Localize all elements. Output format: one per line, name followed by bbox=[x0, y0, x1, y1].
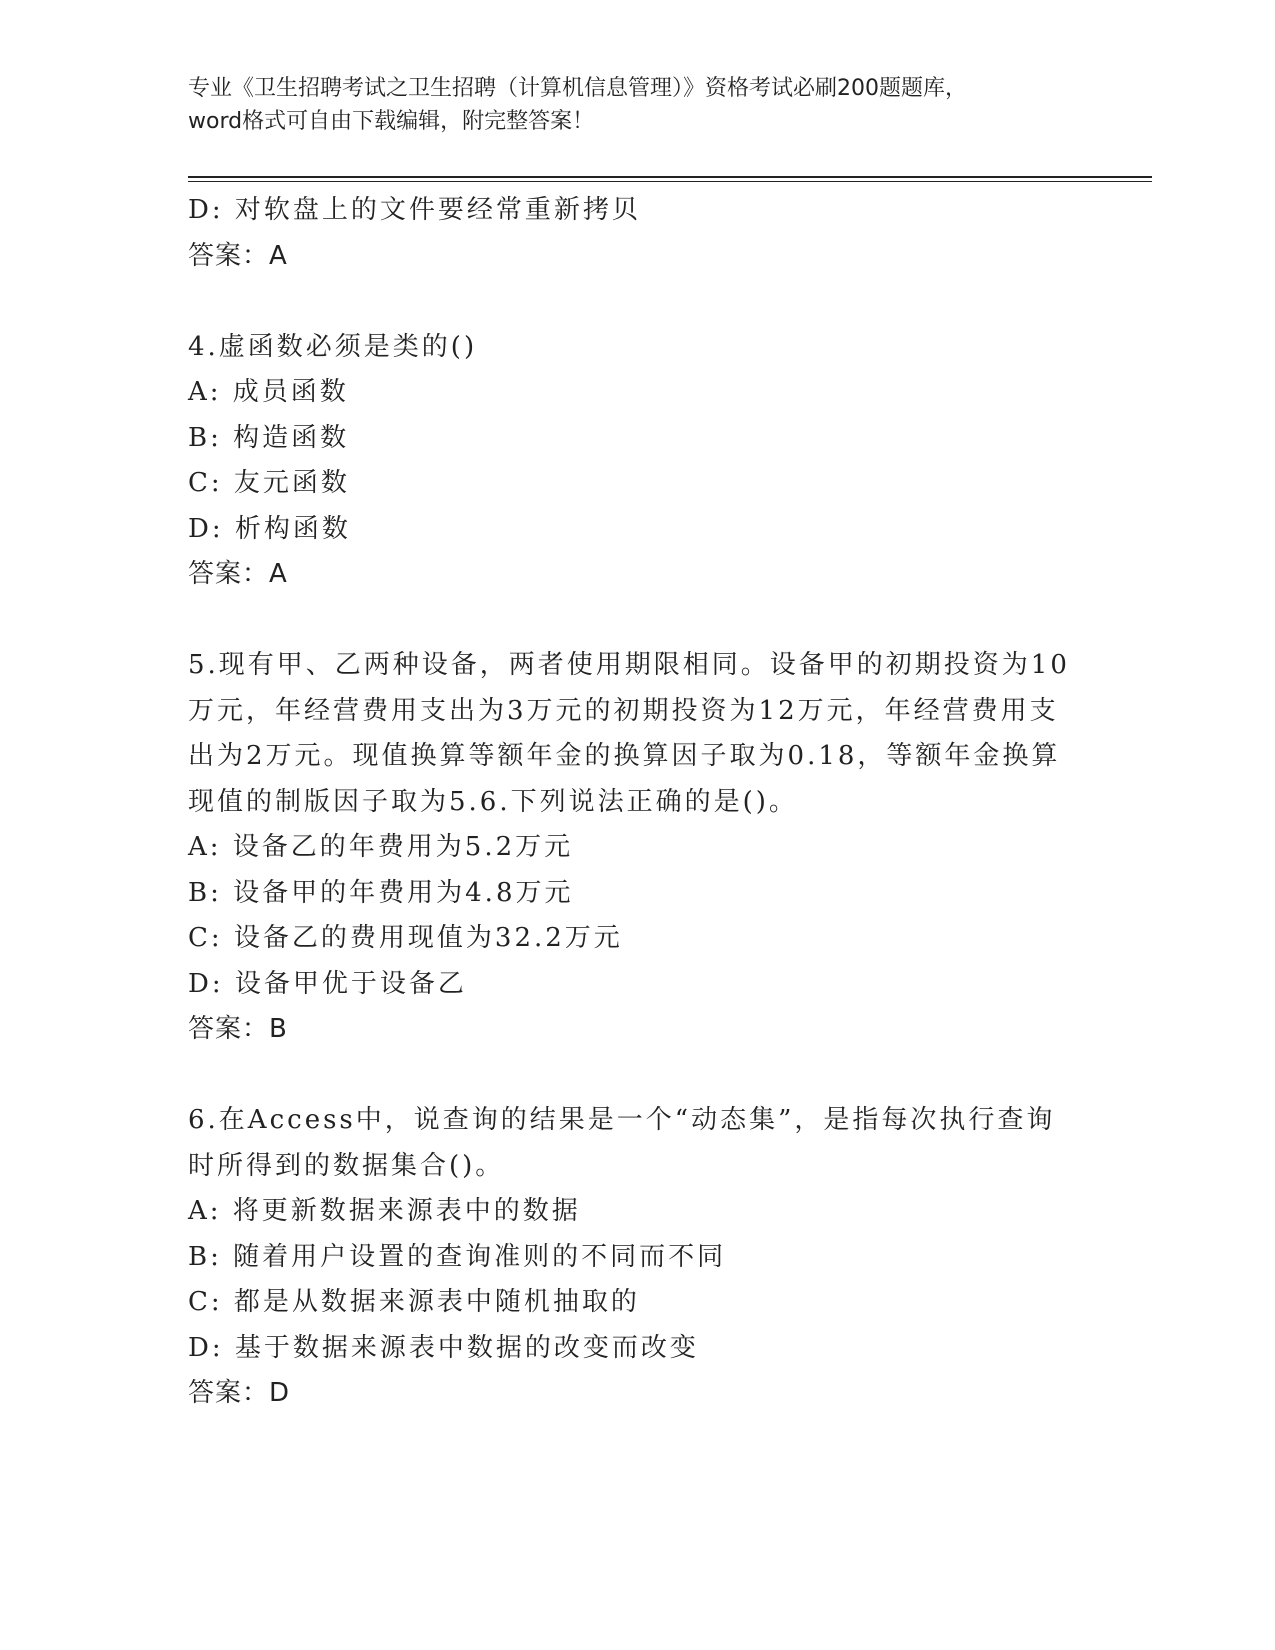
spacer bbox=[188, 598, 1088, 644]
question-4 bbox=[188, 325, 1088, 598]
question-5 bbox=[188, 643, 1088, 1053]
spacer bbox=[188, 1053, 1088, 1099]
option-d: D: 设备甲优于设备乙 bbox=[188, 968, 467, 999]
header-divider-thin bbox=[188, 181, 1152, 182]
answer-line: 答案：A bbox=[188, 240, 288, 271]
question-3-tail bbox=[188, 188, 1088, 279]
option-a: A: 设备乙的年费用为5.2万元 bbox=[188, 832, 574, 862]
option-c: C: 友元函数 bbox=[188, 468, 350, 498]
option-b: B: 随着用户设置的查询准则的不同而不同 bbox=[188, 1241, 727, 1272]
question-stem: 4.虚函数必须是类的() bbox=[188, 331, 478, 362]
option-d: D: 析构函数 bbox=[188, 513, 351, 544]
answer-line: 答案：A bbox=[188, 559, 288, 589]
option-b: B: 设备甲的年费用为4.8万元 bbox=[188, 877, 574, 908]
question-stem-line-4: 现值的制版因子取为5.6.下列说法正确的是()。 bbox=[188, 786, 798, 817]
option-b: B: 构造函数 bbox=[188, 422, 350, 453]
option-a: A: 将更新数据来源表中的数据 bbox=[188, 1196, 581, 1226]
option-d: D: 基于数据来源表中数据的改变而改变 bbox=[188, 1332, 699, 1363]
document-header bbox=[188, 72, 1088, 138]
option-c: C: 都是从数据来源表中随机抽取的 bbox=[188, 1287, 640, 1317]
option-a: A: 成员函数 bbox=[188, 377, 349, 407]
spacer bbox=[188, 279, 1088, 325]
question-stem-line-1: 6.在Access中，说查询的结果是一个“动态集”，是指每次执行查询 bbox=[188, 1105, 1056, 1135]
header-title-line-2: word格式可自由下载编辑，附完整答案！ bbox=[188, 109, 595, 134]
answer-line: 答案：B bbox=[188, 1014, 288, 1044]
option-d: D: 对软盘上的文件要经常重新拷贝 bbox=[188, 195, 641, 225]
question-stem-line-1: 5.现有甲、乙两种设备，两者使用期限相同。设备甲的初期投资为10 bbox=[188, 650, 1070, 680]
question-stem-line-2: 时所得到的数据集合()。 bbox=[188, 1150, 505, 1181]
header-divider-thick bbox=[188, 176, 1152, 178]
option-c: C: 设备乙的费用现值为32.2万元 bbox=[188, 923, 623, 953]
answer-line: 答案：D bbox=[188, 1378, 291, 1408]
question-stem-line-2: 万元，年经营费用支出为3万元的初期投资为12万元，年经营费用支 bbox=[188, 695, 1059, 726]
question-stem-line-3: 出为2万元。现值换算等额年金的换算因子取为0.18，等额年金换算 bbox=[188, 741, 1061, 771]
question-list bbox=[188, 188, 1088, 1417]
header-title-line-1: 专业《卫生招聘考试之卫生招聘（计算机信息管理）》资格考试必刷200题题库， bbox=[188, 76, 967, 101]
question-6 bbox=[188, 1098, 1088, 1417]
